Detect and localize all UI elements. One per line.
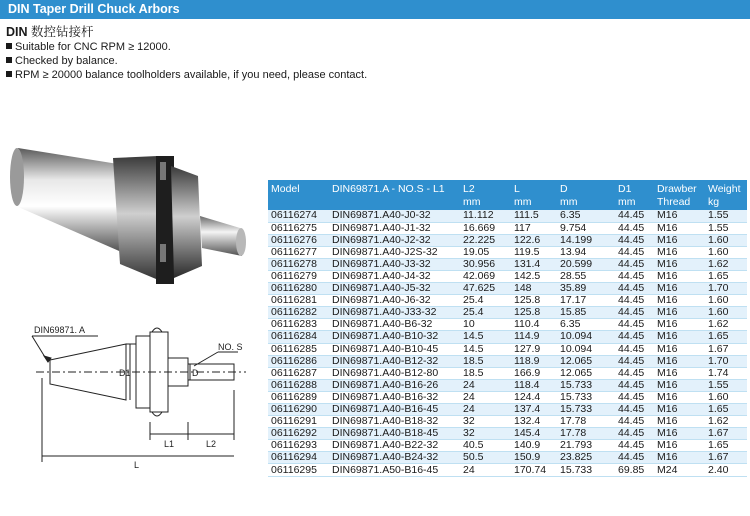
cell-d: 15.733 (557, 379, 615, 391)
cell-d: 14.199 (557, 234, 615, 246)
cell-l2: 19.05 (460, 246, 511, 258)
cell-weight: 1.60 (705, 234, 747, 246)
cell-model: 06116279 (268, 270, 329, 282)
cell-designation: DIN69871.A40-B16-32 (329, 391, 460, 403)
cell-d: 12.065 (557, 367, 615, 379)
table-row (268, 343, 747, 355)
taper-cone (10, 148, 126, 254)
flange (113, 156, 202, 284)
cell-designation: DIN69871.A40-B12-80 (329, 367, 460, 379)
subtitle-chinese: 数控钻接杆 (31, 25, 94, 39)
cell-d1: 44.45 (615, 246, 654, 258)
cell-d: 10.094 (557, 331, 615, 343)
cell-weight: 1.67 (705, 428, 747, 440)
cell-thread: M16 (654, 222, 705, 234)
cell-thread: M16 (654, 270, 705, 282)
cell-d: 15.733 (557, 391, 615, 403)
cell-l: 170.74 (511, 464, 557, 476)
page-title: DIN Taper Drill Chuck Arbors (8, 2, 180, 16)
cell-d1: 44.45 (615, 379, 654, 391)
cell-designation: DIN69871.A40-B18-45 (329, 428, 460, 440)
bullet-square-icon (6, 43, 12, 49)
cell-thread: M16 (654, 404, 705, 416)
table-row (268, 319, 747, 331)
cell-designation: DIN69871.A40-B22-32 (329, 440, 460, 452)
feature-item (6, 40, 367, 54)
column-header: Model (268, 180, 329, 196)
label-l: L (134, 460, 140, 470)
feature-text: Suitable for CNC RPM ≥ 12000. (15, 41, 171, 53)
cell-thread: M16 (654, 246, 705, 258)
cell-d1: 44.45 (615, 307, 654, 319)
cell-designation: DIN69871.A50-B16-45 (329, 464, 460, 476)
cell-d1: 44.45 (615, 283, 654, 295)
column-unit: mm (460, 196, 511, 211)
table-row (268, 246, 747, 258)
cell-l: 166.9 (511, 367, 557, 379)
cell-designation: DIN69871.A40-B24-32 (329, 452, 460, 464)
cell-d: 10.094 (557, 343, 615, 355)
column-header: DIN69871.A - NO.S - L1 (329, 180, 460, 196)
cell-d1: 44.45 (615, 452, 654, 464)
subtitle-prefix: DIN (6, 25, 28, 39)
column-unit: mm (615, 196, 654, 211)
cell-model: 06116287 (268, 367, 329, 379)
cell-model: 06116285 (268, 343, 329, 355)
cell-l2: 25.4 (460, 295, 511, 307)
cell-l: 125.8 (511, 307, 557, 319)
cell-weight: 1.55 (705, 210, 747, 222)
cell-l2: 24 (460, 391, 511, 403)
column-header: D (557, 180, 615, 196)
cell-l2: 16.669 (460, 222, 511, 234)
subtitle (6, 22, 94, 40)
cell-thread: M16 (654, 440, 705, 452)
cell-l2: 32 (460, 416, 511, 428)
cell-model: 06116280 (268, 283, 329, 295)
cell-d: 17.78 (557, 416, 615, 428)
cell-model: 06116291 (268, 416, 329, 428)
cell-d: 35.89 (557, 283, 615, 295)
cell-d1: 44.45 (615, 319, 654, 331)
bullet-square-icon (6, 71, 12, 77)
shank (200, 216, 246, 256)
cell-l: 110.4 (511, 319, 557, 331)
table-header (268, 180, 747, 210)
cell-l: 119.5 (511, 246, 557, 258)
cell-thread: M16 (654, 319, 705, 331)
cell-d1: 44.45 (615, 331, 654, 343)
feature-text: Checked by balance. (15, 55, 118, 67)
technical-drawing (6, 322, 268, 510)
cell-d: 20.599 (557, 258, 615, 270)
cell-model: 06116281 (268, 295, 329, 307)
column-header: Weight (705, 180, 747, 196)
page-header (0, 0, 750, 19)
cell-l2: 14.5 (460, 331, 511, 343)
cell-d1: 44.45 (615, 270, 654, 282)
table-body (268, 210, 747, 476)
cell-model: 06116274 (268, 210, 329, 222)
cell-d1: 44.45 (615, 367, 654, 379)
cell-thread: M16 (654, 331, 705, 343)
table-row (268, 355, 747, 367)
table-row (268, 210, 747, 222)
cell-weight: 1.65 (705, 440, 747, 452)
bullet-square-icon (6, 57, 12, 63)
cell-thread: M16 (654, 234, 705, 246)
cell-d1: 69.85 (615, 464, 654, 476)
cell-d: 17.17 (557, 295, 615, 307)
cell-d: 15.85 (557, 307, 615, 319)
table-row (268, 428, 747, 440)
feature-item (6, 54, 367, 68)
table-row (268, 404, 747, 416)
cell-designation: DIN69871.A40-B16-45 (329, 404, 460, 416)
cell-designation: DIN69871.A40-J3-32 (329, 258, 460, 270)
cell-model: 06116282 (268, 307, 329, 319)
label-d1: D1 (119, 368, 131, 378)
cell-weight: 1.65 (705, 404, 747, 416)
feature-text: RPM ≥ 20000 balance toolholders available, if you need, please contact. (15, 69, 368, 81)
cell-model: 06116295 (268, 464, 329, 476)
cell-weight: 1.67 (705, 452, 747, 464)
cell-d1: 44.45 (615, 416, 654, 428)
cell-thread: M16 (654, 452, 705, 464)
column-header: L2 (460, 180, 511, 196)
cell-l2: 24 (460, 379, 511, 391)
cell-d1: 44.45 (615, 258, 654, 270)
cell-model: 06116276 (268, 234, 329, 246)
table-row (268, 270, 747, 282)
cell-d: 28.55 (557, 270, 615, 282)
cell-designation: DIN69871.A40-J2-32 (329, 234, 460, 246)
cell-model: 06116278 (268, 258, 329, 270)
cell-l: 150.9 (511, 452, 557, 464)
feature-item (6, 68, 367, 82)
cell-l2: 18.5 (460, 355, 511, 367)
cell-designation: DIN69871.A40-B10-32 (329, 331, 460, 343)
cell-l2: 42.069 (460, 270, 511, 282)
column-unit (268, 196, 329, 211)
column-unit: mm (511, 196, 557, 211)
cell-l2: 40.5 (460, 440, 511, 452)
cell-d: 21.793 (557, 440, 615, 452)
cell-d: 15.733 (557, 404, 615, 416)
cell-weight: 1.74 (705, 367, 747, 379)
cell-designation: DIN69871.A40-J1-32 (329, 222, 460, 234)
label-d: D (192, 368, 199, 378)
cell-weight: 1.60 (705, 246, 747, 258)
cell-model: 06116293 (268, 440, 329, 452)
cell-d1: 44.45 (615, 295, 654, 307)
cell-weight: 1.60 (705, 391, 747, 403)
cell-thread: M16 (654, 416, 705, 428)
cell-l: 145.4 (511, 428, 557, 440)
cell-designation: DIN69871.A40-B12-32 (329, 355, 460, 367)
cell-weight: 1.67 (705, 343, 747, 355)
cell-weight: 1.70 (705, 355, 747, 367)
cell-d: 17.78 (557, 428, 615, 440)
column-unit: kg (705, 196, 747, 211)
column-unit (329, 196, 460, 211)
cell-l2: 10 (460, 319, 511, 331)
table-row (268, 258, 747, 270)
cell-thread: M16 (654, 428, 705, 440)
label-din69871: DIN69871. A (34, 325, 86, 335)
cell-d1: 44.45 (615, 210, 654, 222)
column-header: L (511, 180, 557, 196)
cell-l: 132.4 (511, 416, 557, 428)
cell-weight: 1.62 (705, 319, 747, 331)
cell-thread: M16 (654, 391, 705, 403)
table-row (268, 416, 747, 428)
cell-model: 06116289 (268, 391, 329, 403)
label-l1: L1 (164, 439, 175, 449)
cell-weight: 1.55 (705, 379, 747, 391)
table-row (268, 234, 747, 246)
spec-table (268, 180, 747, 477)
cell-thread: M16 (654, 210, 705, 222)
cell-model: 06116275 (268, 222, 329, 234)
table-row (268, 452, 747, 464)
column-unit: Thread (654, 196, 705, 211)
product-photo (8, 136, 263, 316)
cell-d: 9.754 (557, 222, 615, 234)
cell-l2: 25.4 (460, 307, 511, 319)
table-row (268, 379, 747, 391)
cell-l2: 24 (460, 404, 511, 416)
cell-designation: DIN69871.A40-J6-32 (329, 295, 460, 307)
table-row (268, 307, 747, 319)
cell-d1: 44.45 (615, 440, 654, 452)
cell-weight: 1.55 (705, 222, 747, 234)
cell-weight: 1.62 (705, 258, 747, 270)
cell-l: 137.4 (511, 404, 557, 416)
cell-l: 118.4 (511, 379, 557, 391)
cell-weight: 2.40 (705, 464, 747, 476)
cell-designation: DIN69871.A40-B16-26 (329, 379, 460, 391)
cell-l2: 24 (460, 464, 511, 476)
table-row (268, 222, 747, 234)
cell-l2: 14.5 (460, 343, 511, 355)
table-row (268, 295, 747, 307)
cell-thread: M16 (654, 367, 705, 379)
table-row (268, 331, 747, 343)
cell-thread: M16 (654, 343, 705, 355)
cell-l2: 22.225 (460, 234, 511, 246)
cell-d1: 44.45 (615, 222, 654, 234)
cell-model: 06116284 (268, 331, 329, 343)
cell-l: 111.5 (511, 210, 557, 222)
cell-thread: M16 (654, 379, 705, 391)
cell-d: 6.35 (557, 319, 615, 331)
cell-designation: DIN69871.A40-J33-32 (329, 307, 460, 319)
cell-thread: M16 (654, 283, 705, 295)
cell-l: 148 (511, 283, 557, 295)
column-header: Drawber (654, 180, 705, 196)
cell-d1: 44.45 (615, 391, 654, 403)
cell-designation: DIN69871.A40-B6-32 (329, 319, 460, 331)
cell-thread: M24 (654, 464, 705, 476)
cell-weight: 1.65 (705, 270, 747, 282)
cell-l: 122.6 (511, 234, 557, 246)
cell-l: 117 (511, 222, 557, 234)
cell-d1: 44.45 (615, 355, 654, 367)
label-nos: NO. S (218, 342, 243, 352)
cell-l: 124.4 (511, 391, 557, 403)
cell-l2: 18.5 (460, 367, 511, 379)
cell-l: 131.4 (511, 258, 557, 270)
cell-designation: DIN69871.A40-J5-32 (329, 283, 460, 295)
cell-d1: 44.45 (615, 234, 654, 246)
cell-model: 06116292 (268, 428, 329, 440)
cell-d1: 44.45 (615, 428, 654, 440)
cell-thread: M16 (654, 295, 705, 307)
cell-l: 140.9 (511, 440, 557, 452)
cell-weight: 1.62 (705, 416, 747, 428)
table-row (268, 283, 747, 295)
cell-d: 13.94 (557, 246, 615, 258)
label-l2: L2 (206, 439, 217, 449)
column-unit: mm (557, 196, 615, 211)
cell-l2: 47.625 (460, 283, 511, 295)
cell-weight: 1.65 (705, 331, 747, 343)
cell-designation: DIN69871.A40-J0-32 (329, 210, 460, 222)
cell-designation: DIN69871.A40-J4-32 (329, 270, 460, 282)
cell-weight: 1.60 (705, 307, 747, 319)
cell-thread: M16 (654, 307, 705, 319)
cell-l2: 11.112 (460, 210, 511, 222)
cell-model: 06116288 (268, 379, 329, 391)
cell-weight: 1.70 (705, 283, 747, 295)
cell-l: 118.9 (511, 355, 557, 367)
cell-d: 15.733 (557, 464, 615, 476)
cell-model: 06116294 (268, 452, 329, 464)
cell-model: 06116277 (268, 246, 329, 258)
column-header: D1 (615, 180, 654, 196)
cell-d: 6.35 (557, 210, 615, 222)
cell-l2: 32 (460, 428, 511, 440)
cell-thread: M16 (654, 355, 705, 367)
table-row (268, 440, 747, 452)
cell-l: 127.9 (511, 343, 557, 355)
cell-d1: 44.45 (615, 343, 654, 355)
cell-designation: DIN69871.A40-B10-45 (329, 343, 460, 355)
cell-l: 125.8 (511, 295, 557, 307)
cell-model: 06116290 (268, 404, 329, 416)
table-row (268, 391, 747, 403)
cell-d: 23.825 (557, 452, 615, 464)
cell-designation: DIN69871.A40-B18-32 (329, 416, 460, 428)
cell-designation: DIN69871.A40-J2S-32 (329, 246, 460, 258)
table-row (268, 367, 747, 379)
cell-l2: 30.956 (460, 258, 511, 270)
cell-l: 142.5 (511, 270, 557, 282)
cell-d: 12.065 (557, 355, 615, 367)
cell-thread: M16 (654, 258, 705, 270)
cell-model: 06116283 (268, 319, 329, 331)
table-row (268, 464, 747, 476)
cell-d1: 44.45 (615, 404, 654, 416)
cell-weight: 1.60 (705, 295, 747, 307)
cell-model: 06116286 (268, 355, 329, 367)
cell-l: 114.9 (511, 331, 557, 343)
feature-list (6, 40, 367, 82)
cell-l2: 50.5 (460, 452, 511, 464)
